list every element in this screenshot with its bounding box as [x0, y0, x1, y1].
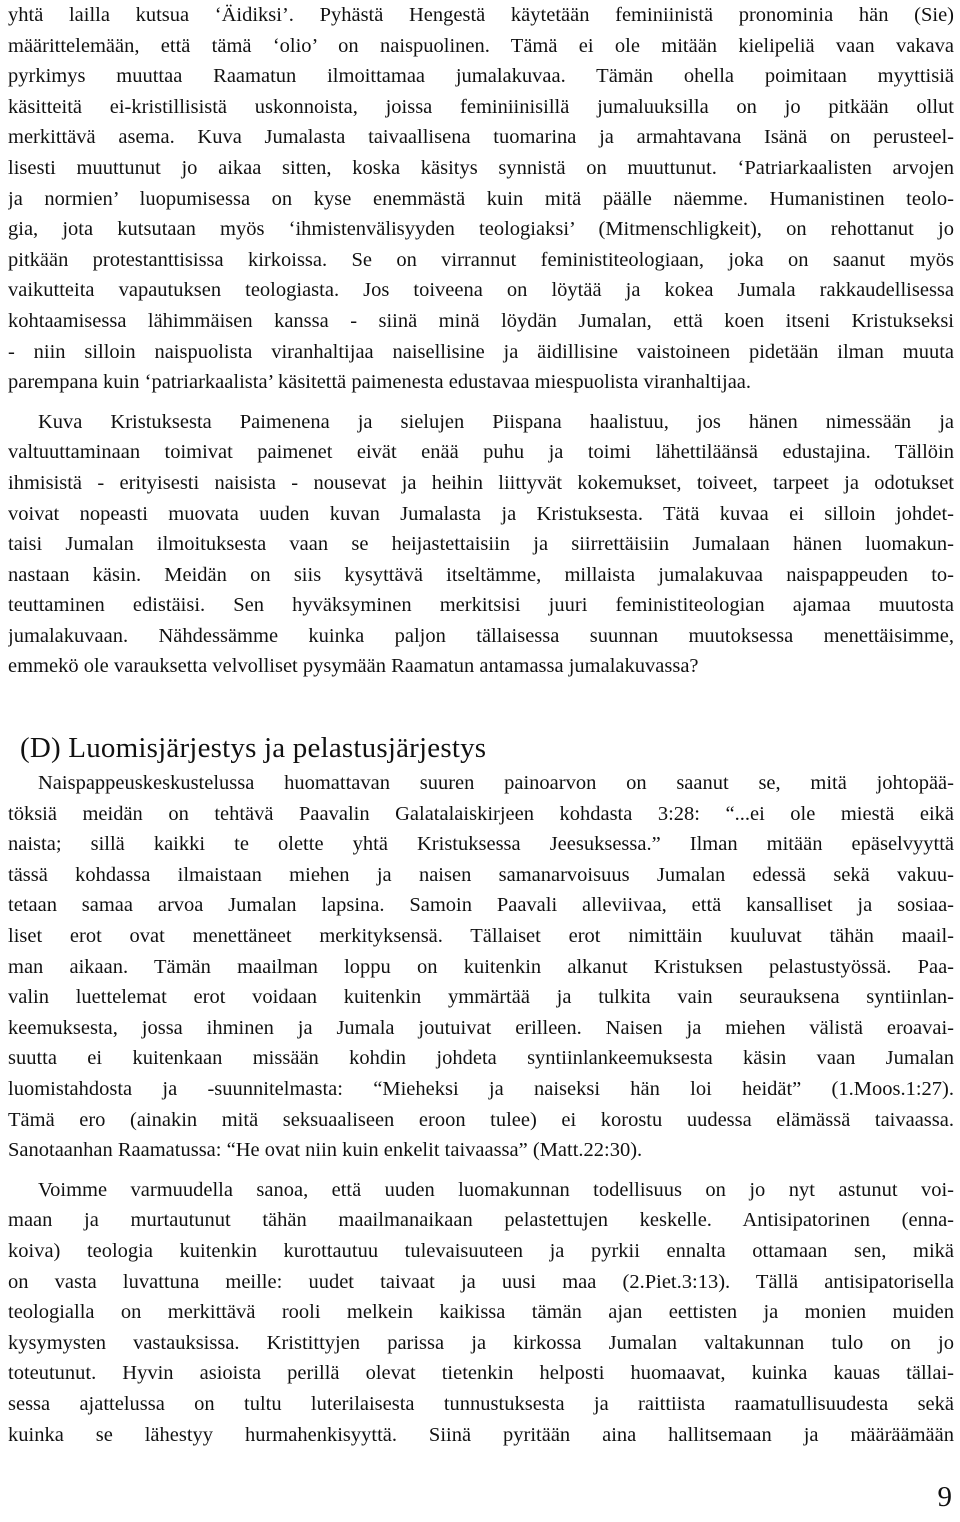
text-line: koiva) teologia kuitenkin kurottautuu tulevaisuuteen ja pyrkii ennalta ottamaan sen, mikä — [8, 1239, 954, 1262]
text-line: gia, jota kutsutaan myös ‘ihmistenvälisyyden teologiaksi’ (Mitmenschligkeit), on rehottanut jo — [8, 218, 954, 241]
text-line: pitkään protestanttisissa kirkoissa. Se on virrannut feministiteologiaan, joka on saanut myös — [8, 248, 954, 271]
text-line: Sanotaanhan Raamatussa: “He ovat niin kuin enkelit taivaassa” (Matt.22:30). — [8, 1139, 643, 1162]
text-line: kohtaamisessa lähimmäisen kanssa - siinä minä löydän Jumalan, että koen itseni Kristukseksi — [8, 309, 954, 332]
text-line: man aikaan. Tämän maailman loppu on kuitenkin alkanut Kristuksen pelastustyössä. Paa- — [8, 955, 954, 978]
section-paragraph-2 — [8, 1175, 954, 1450]
text-line: Kuva Kristuksesta Paimenena ja sielujen Piispana haalistuu, jos hänen nimessään ja — [38, 410, 954, 433]
text-line: voivat nopeasti muovata uuden kuvan Jumalasta ja Kristuksesta. Tätä kuvaa ei silloin johdet- — [8, 502, 954, 525]
text-line: keemuksesta, jossa ihminen ja Jumala joutuivat erilleen. Naisen ja miehen välistä eroavai- — [8, 1016, 954, 1039]
text-line: parempana kuin ‘patriarkaalista’ käsitettä paimenesta edustavaa miespuolista viranhaltijaa. — [8, 371, 752, 394]
text-line: määrittelemään, että tämä ‘olio’ on naispuolinen. Tämä ei ole mitään kielipeliä vaan vakava — [8, 34, 954, 57]
text-line: merkittävä asema. Kuva Jumalasta taivaallisena tuomarina ja armahtavana Isänä on perusteel- — [8, 126, 954, 149]
text-line: kysymysten vastauksissa. Kristittyjen parissa ja kirkossa Jumalan valtakunnan tulo on jo — [8, 1331, 954, 1354]
document-page — [8, 0, 954, 1450]
text-line: teuttaminen edistäisi. Sen hyväksyminen merkitsisi juuri feministiteologian ajamaa muutosta — [8, 594, 954, 617]
body-paragraph-1 — [8, 0, 954, 398]
text-line: liset erot ovat menettäneet merkityksensä. Tällaiset erot nimittäin kuuluvat tähän maail- — [8, 925, 954, 948]
text-line: - niin silloin naispuolista viranhaltijaa naisellisine ja äidillisine vaistoineen pidetään ilman muuta — [8, 340, 954, 363]
text-line: emmekö ole varauksetta velvolliset pysymään Raamatun antamassa jumalakuvassa? — [8, 655, 699, 678]
text-line: pyrkimys muuttaa Raamatun ilmoittamaa jumalakuvaa. Tämän ohella poimitaan myyttisiä — [8, 65, 954, 88]
section-paragraph-1 — [8, 768, 954, 1166]
text-line: jumalakuvaan. Nähdessämme kuinka paljon tällaisessa suunnan muutoksessa menettäisimme, — [8, 624, 954, 647]
text-line: ja normien’ luopumisessa on kyse enemmästä kuin mitä päälle näemme. Humanistinen teolo- — [8, 187, 954, 210]
text-line: teologialla on merkittävä rooli melkein kaikissa tämän ajan eettisten ja monien muiden — [8, 1301, 954, 1324]
text-line: maan ja murtautunut tähän maailmanaikaan pelastettujen keskelle. Antisipatorinen (enna- — [8, 1209, 954, 1232]
text-line: valin luettelemat erot voidaan kuitenkin ymmärtää ja tulkita vain seurauksena syntiinlan- — [8, 986, 954, 1009]
text-line: ihmisistä - erityisesti naisista - nousevat ja heihin liittyvät kokemukset, toiveet, tarpeet ja odotukset — [8, 471, 954, 494]
text-line: tässä kohdassa ilmaistaan miehen ja naisen samanarvoisuus Jumalan edessä sekä vakuu- — [8, 863, 954, 886]
section-heading: (D) Luomisjärjestys ja pelastusjärjestys — [20, 732, 487, 765]
text-line: nastaan käsin. Meidän on siis kysyttävä itseltämme, millaista jumalakuvaa naispappeuden to- — [8, 563, 954, 586]
text-line: kuinka se lähestyy hurmahenkisyyttä. Siinä pyritään aina hallitsemaan ja määräämään — [8, 1423, 954, 1446]
text-line: naista; sillä kaikki te olette yhtä Kristuksessa Jeesuksessa.” Ilman mitään epäselvyyttä — [8, 833, 954, 856]
text-line: Tämä ero (ainakin mitä seksuaaliseen eroon tulee) ei korostu uudessa elämässä taivaassa. — [8, 1108, 954, 1131]
text-line: töksiä meidän on tehtävä Paavalin Galatalaiskirjeen kohdasta 3:28: “...ei ole miestä eikä — [8, 802, 954, 825]
text-line: lisesti muuttunut jo aikaa sitten, koska käsitys synnistä on muuttunut. ‘Patriarkaalisten arvojen — [8, 156, 954, 179]
body-paragraph-2 — [8, 407, 954, 682]
text-line: toteutunut. Hyvin asioista perillä olevat tietenkin helposti huomaavat, kuinka kauas tällai- — [8, 1362, 954, 1385]
text-line: valtuuttaminaan toimivat paimenet eivät enää puhu ja toimi lähettiläänsä edustajina. Tällöin — [8, 441, 954, 464]
text-line: vaikutteita vapautuksen teologiasta. Jos toiveena on löytää ja kokea Jumala rakkaudellisessa — [8, 279, 954, 302]
text-line: Naispappeuskeskustelussa huomattavan suuren painoarvon on saanut se, mitä johtopää- — [38, 772, 954, 795]
text-line: on vasta luvattuna meille: uudet taivaat ja uusi maa (2.Piet.3:13). Tällä antisipatorisella — [8, 1270, 954, 1293]
text-line: suutta ei kuitenkaan missään kohdin johdeta syntiinlankeemuksesta käsin vaan Jumalan — [8, 1047, 954, 1070]
text-line: taisi Jumalan ilmoituksesta vaan se heijastettaisiin ja siirrettäisiin Jumalaan hänen luomakun- — [8, 533, 954, 556]
text-line: luomistahdosta ja -suunnitelmasta: “Mieheksi ja naiseksi hän loi heidät” (1.Moos.1:27). — [8, 1078, 954, 1100]
page-number: 9 — [937, 1481, 952, 1513]
text-line: käsitteitä ei-kristillisistä uskonnoista, joissa feminiinisillä jumaluuksilla on jo pitkään ollut — [8, 95, 954, 118]
text-line: tetaan samaa arvoa Jumalan lapsina. Samoin Paavali alleviivaa, että kansalliset ja sosiaa- — [8, 894, 954, 917]
text-line: sessa ajattelussa on tultu luterilaisesta tunnustuksesta ja raittiista raamatullisuudesta sekä — [8, 1392, 954, 1415]
text-line: Voimme varmuudella sanoa, että uuden luomakunnan todellisuus on jo nyt astunut voi- — [38, 1178, 954, 1201]
text-line: yhtä lailla kutsua ‘Äidiksi’. Pyhästä Hengestä käytetään feminiinistä pronominia hän (Sie) — [8, 4, 954, 26]
